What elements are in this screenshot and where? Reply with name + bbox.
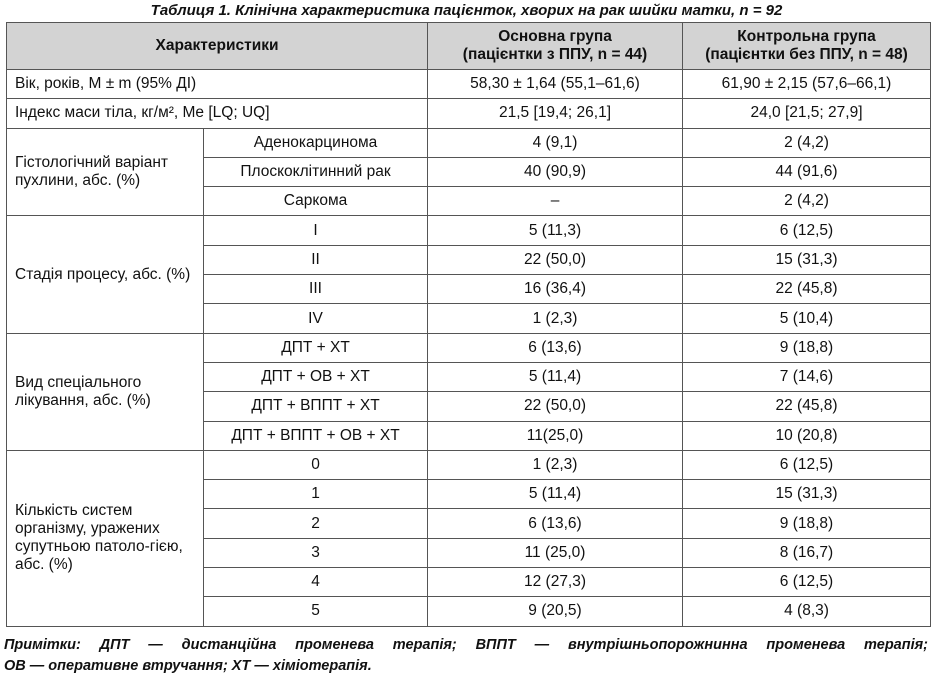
control-group-value: 9 (18,8) bbox=[683, 333, 931, 362]
control-group-value: 61,90 ± 2,15 (57,6–66,1) bbox=[683, 70, 931, 99]
header-main-group-subtitle: (пацієнтки з ППУ, n = 44) bbox=[462, 46, 648, 63]
control-group-value: 9 (18,8) bbox=[683, 509, 931, 538]
control-group-value: 4 (8,3) bbox=[683, 597, 931, 626]
subcategory-label: Плоскоклітинний рак bbox=[204, 157, 428, 186]
subcategory-label: ДПТ + ОВ + ХТ bbox=[204, 362, 428, 391]
control-group-value: 24,0 [21,5; 27,9] bbox=[683, 99, 931, 128]
main-group-value: 1 (2,3) bbox=[428, 304, 683, 333]
main-group-value: – bbox=[428, 187, 683, 216]
subcategory-label: Саркома bbox=[204, 187, 428, 216]
header-control-group-title: Контрольна група bbox=[737, 28, 876, 45]
control-group-value: 2 (4,2) bbox=[683, 128, 931, 157]
control-group-value: 10 (20,8) bbox=[683, 421, 931, 450]
group-label: Гістологічний варіант пухлини, абс. (%) bbox=[7, 128, 204, 216]
control-group-value: 2 (4,2) bbox=[683, 187, 931, 216]
main-group-value: 40 (90,9) bbox=[428, 157, 683, 186]
main-group-value: 22 (50,0) bbox=[428, 392, 683, 421]
header-control-group bbox=[683, 23, 931, 70]
main-group-value: 22 (50,0) bbox=[428, 245, 683, 274]
note-line-2: ОВ — оперативне втручання; ХТ — хіміотерапія. bbox=[4, 658, 372, 674]
main-group-value: 5 (11,3) bbox=[428, 216, 683, 245]
main-group-value: 11 (25,0) bbox=[428, 538, 683, 567]
subcategory-label: 1 bbox=[204, 480, 428, 509]
clinical-characteristics-table bbox=[6, 22, 931, 627]
table-row bbox=[7, 128, 931, 157]
header-control-group-subtitle: (пацієнтки без ППУ, n = 48) bbox=[705, 46, 908, 63]
subcategory-label: 3 bbox=[204, 538, 428, 567]
main-group-value: 16 (36,4) bbox=[428, 275, 683, 304]
subcategory-label: I bbox=[204, 216, 428, 245]
header-main-group-title: Основна група bbox=[498, 28, 612, 45]
table-notes bbox=[4, 635, 928, 677]
subcategory-label: ДПТ + ВППТ + ОВ + ХТ bbox=[204, 421, 428, 450]
main-group-value: 1 (2,3) bbox=[428, 450, 683, 479]
main-group-value: 9 (20,5) bbox=[428, 597, 683, 626]
control-group-value: 7 (14,6) bbox=[683, 362, 931, 391]
control-group-value: 15 (31,3) bbox=[683, 245, 931, 274]
control-group-value: 8 (16,7) bbox=[683, 538, 931, 567]
control-group-value: 22 (45,8) bbox=[683, 392, 931, 421]
table-row bbox=[7, 450, 931, 479]
table-row bbox=[7, 333, 931, 362]
subcategory-label: II bbox=[204, 245, 428, 274]
control-group-value: 6 (12,5) bbox=[683, 568, 931, 597]
main-group-value: 5 (11,4) bbox=[428, 362, 683, 391]
control-group-value: 6 (12,5) bbox=[683, 450, 931, 479]
main-group-value: 58,30 ± 1,64 (55,1–61,6) bbox=[428, 70, 683, 99]
main-group-value: 12 (27,3) bbox=[428, 568, 683, 597]
header-row bbox=[7, 23, 931, 70]
table-row bbox=[7, 99, 931, 128]
control-group-value: 22 (45,8) bbox=[683, 275, 931, 304]
group-label: Вид спеціального лікування, абс. (%) bbox=[7, 333, 204, 450]
main-group-value: 6 (13,6) bbox=[428, 333, 683, 362]
subcategory-label: IV bbox=[204, 304, 428, 333]
main-group-value: 6 (13,6) bbox=[428, 509, 683, 538]
main-group-value: 5 (11,4) bbox=[428, 480, 683, 509]
table-row bbox=[7, 70, 931, 99]
main-group-value: 11(25,0) bbox=[428, 421, 683, 450]
control-group-value: 5 (10,4) bbox=[683, 304, 931, 333]
group-label: Кількість систем організму, уражених супутньою патоло-гією, абс. (%) bbox=[7, 450, 204, 626]
subcategory-label: ДПТ + ХТ bbox=[204, 333, 428, 362]
table-row bbox=[7, 216, 931, 245]
main-group-value: 4 (9,1) bbox=[428, 128, 683, 157]
table-caption: Таблиця 1. Клінічна характеристика пацієнток, хворих на рак шийки матки, n = 92 bbox=[150, 2, 783, 19]
header-characteristics: Характеристики bbox=[7, 23, 428, 70]
control-group-value: 6 (12,5) bbox=[683, 216, 931, 245]
note-line-1: Примітки: ДПТ — дистанційна променева терапія; ВППТ — внутрішньопорожнинна променева терапія; bbox=[4, 637, 928, 653]
subcategory-label: 4 bbox=[204, 568, 428, 597]
control-group-value: 44 (91,6) bbox=[683, 157, 931, 186]
main-group-value: 21,5 [19,4; 26,1] bbox=[428, 99, 683, 128]
control-group-value: 15 (31,3) bbox=[683, 480, 931, 509]
group-label: Стадія процесу, абс. (%) bbox=[7, 216, 204, 333]
subcategory-label: Аденокарцинома bbox=[204, 128, 428, 157]
subcategory-label: 0 bbox=[204, 450, 428, 479]
subcategory-label: 5 bbox=[204, 597, 428, 626]
header-main-group bbox=[428, 23, 683, 70]
row-label: Індекс маси тіла, кг/м², Me [LQ; UQ] bbox=[7, 99, 428, 128]
row-label: Вік, років, M ± m (95% ДІ) bbox=[7, 70, 428, 99]
subcategory-label: ДПТ + ВППТ + ХТ bbox=[204, 392, 428, 421]
subcategory-label: III bbox=[204, 275, 428, 304]
subcategory-label: 2 bbox=[204, 509, 428, 538]
table-body bbox=[7, 70, 931, 627]
